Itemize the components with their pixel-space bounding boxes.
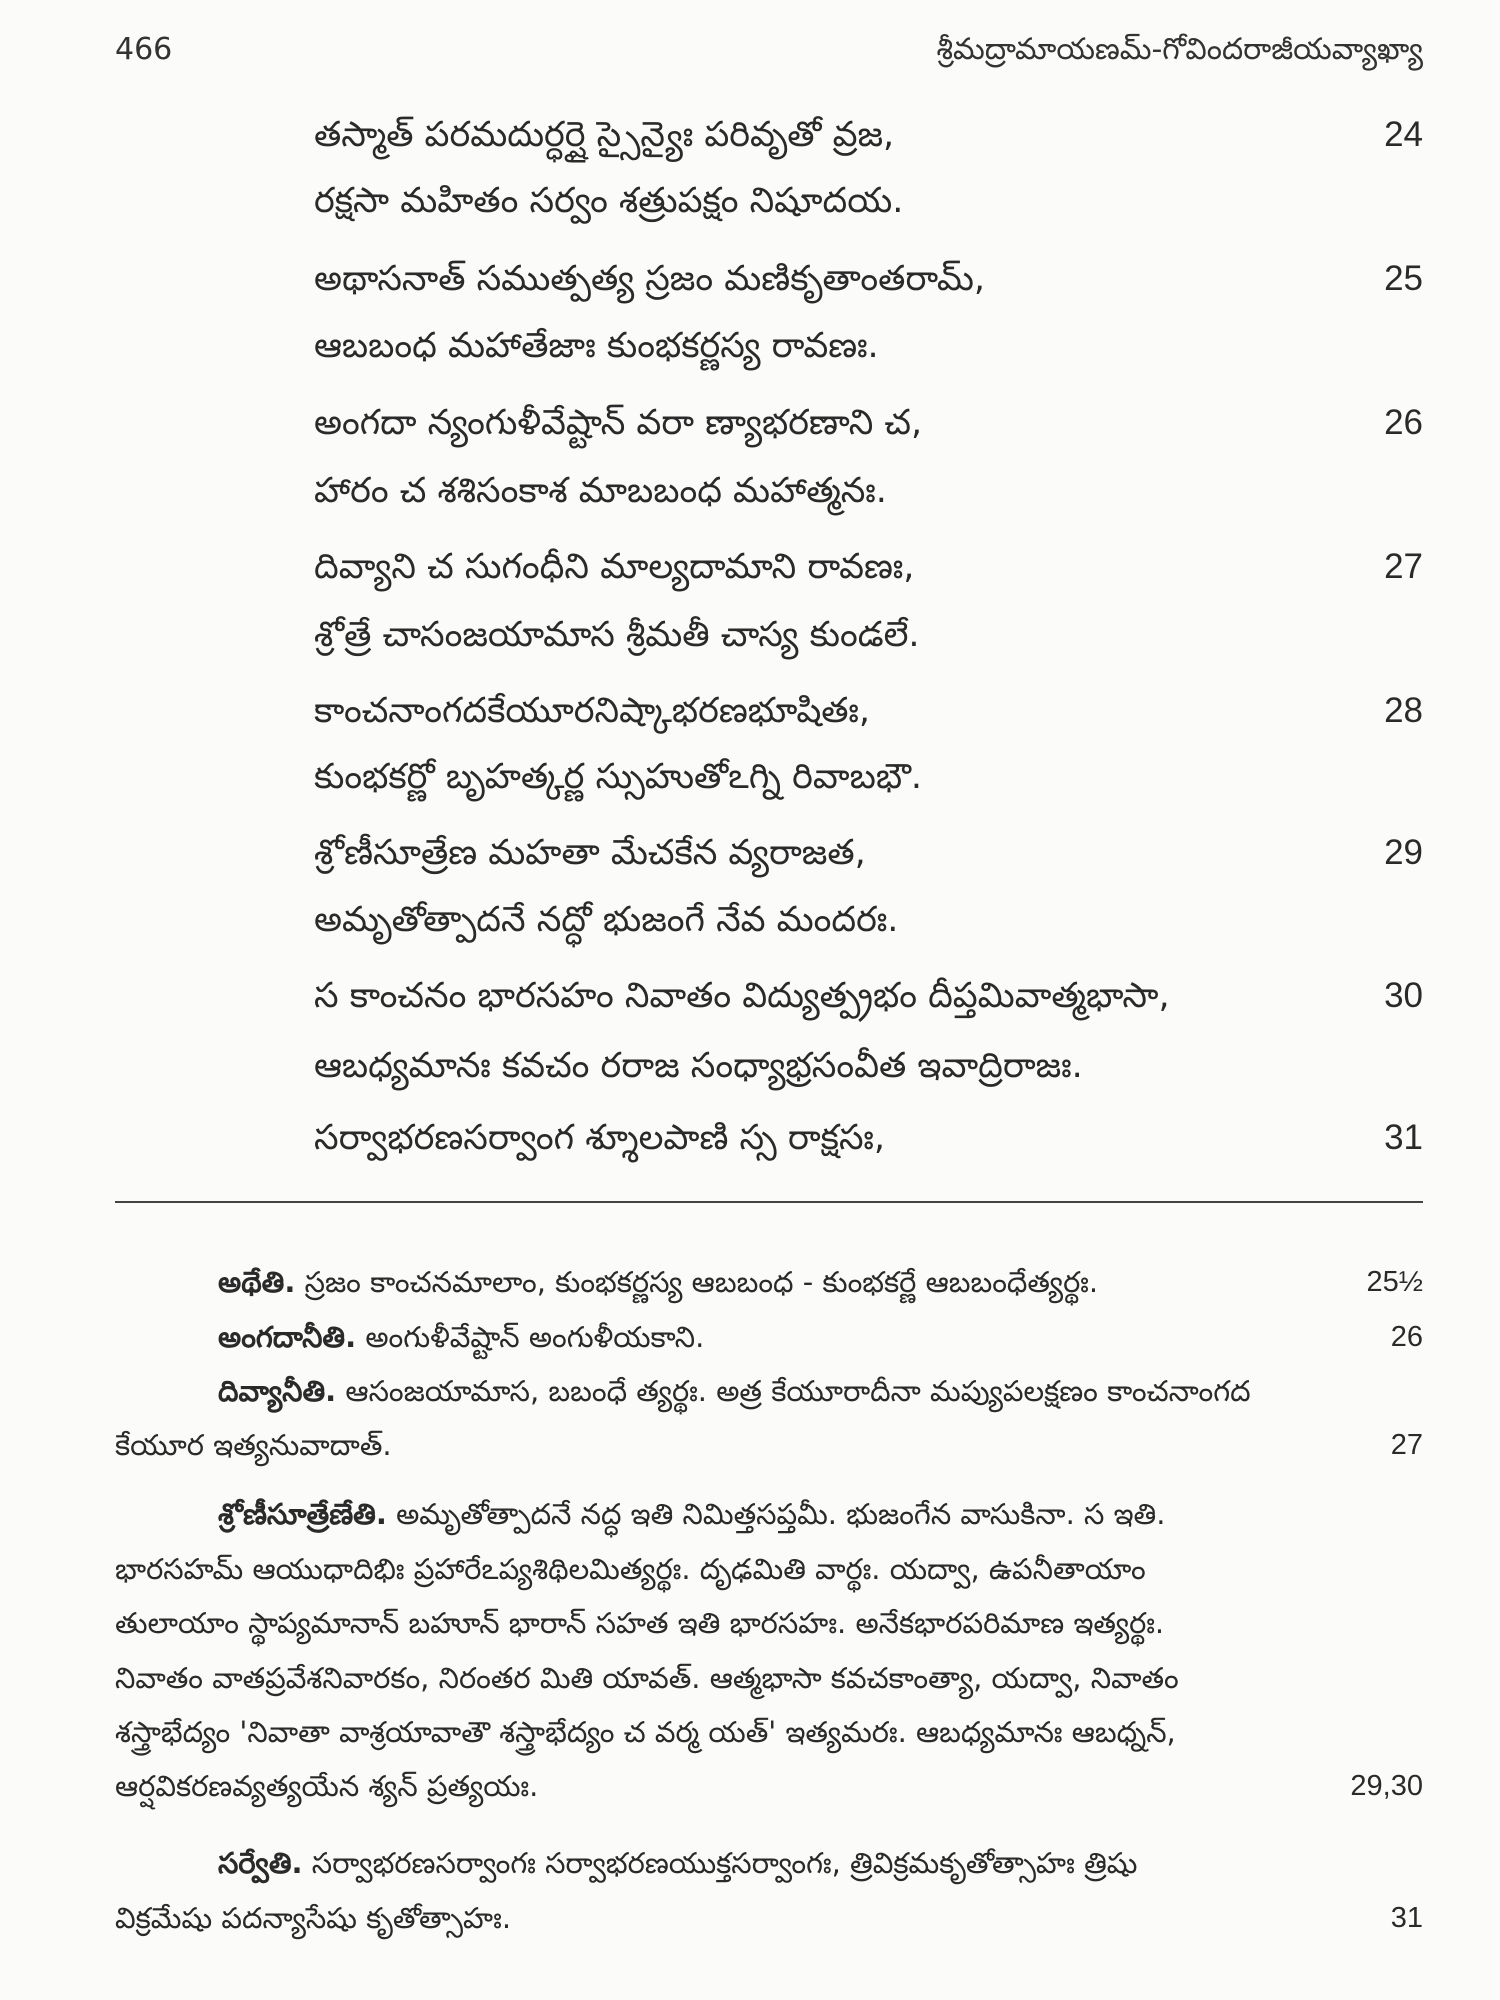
running-title: శ్రీమద్రామాయణమ్-గోవిందరాజీయవ్యాఖ్యా [936, 32, 1423, 67]
verse-number: 31 [1384, 1118, 1423, 1157]
commentary-text: అమృతోత్పాదనే నద్ధ ఇతి నిమిత్తసప్తమీ. భుజంగేన వాసుకినా. స ఇతి. [396, 1497, 1166, 1531]
divider-rule [115, 1201, 1423, 1203]
verse-number: 29 [1384, 833, 1423, 872]
verse-line: హారం చ శశిసంకాశ మాబబంధ మహాత్మనః. [314, 471, 887, 511]
verse-line: కాంచనాంగదకేయూరనిష్కాభరణభూషితః, [314, 691, 871, 731]
commentary-head: అథేతి. [218, 1265, 296, 1299]
verse-number: 30 [1384, 976, 1423, 1015]
page-number: 466 [115, 32, 173, 67]
commentary-head: సర్వేతి. [218, 1846, 303, 1880]
verse-line: అమృతోత్పాదనే నద్ధో భుజంగే నేవ మందరః. [314, 900, 899, 940]
verse-line: అథాసనాత్ సముత్పత్య స్రజం మణికృతాంతరామ్, [314, 259, 986, 299]
commentary-line: కేయూర ఇత్యనువాదాత్. [115, 1428, 392, 1462]
commentary-line: ఆర్షవికరణవ్యత్యయేన శ్యన్ ప్రత్యయః. [115, 1769, 539, 1803]
verse-reference-number: 31 [1390, 1902, 1423, 1934]
commentary-line: విక్రమేషు పదన్యాసేషు కృతోత్సాహః. [115, 1901, 512, 1935]
verse-reference-number: 27 [1390, 1429, 1423, 1461]
commentary-head: అంగదానీతి. [218, 1320, 357, 1354]
verse-line: రక్షసా మహితం సర్వం శత్రుపక్షం నిషూదయ. [314, 181, 904, 221]
commentary-text: సర్వాభరణసర్వాంగః సర్వాభరణయుక్తసర్వాంగః, త్రివిక్రమకృతోత్సాహః త్రిషు [311, 1846, 1138, 1880]
commentary-head: శ్రోణీసూత్రేణేతి. [218, 1497, 387, 1531]
verse-line: దివ్యాని చ సుగంధీని మాల్యదామాని రావణః, [314, 547, 915, 587]
verse-number: 26 [1384, 403, 1423, 442]
commentary-line [218, 1262, 1098, 1302]
commentary-line [218, 1371, 1251, 1411]
verse-line: తస్మాత్ పరమదుర్ధర్షై స్సైన్యైః పరివృతో వ్రజ, [314, 115, 895, 155]
commentary-text: స్రజం కాంచనమాలాం, కుంభకర్ణస్య ఆబబంధ - కుంభకర్ణే ఆబబంధేత్యర్థః. [304, 1265, 1099, 1299]
commentary-head: దివ్యానీతి. [218, 1374, 337, 1408]
commentary-text: అంగుళీవేష్టాన్ అంగుళీయకాని. [365, 1320, 705, 1354]
verse-line: ఆబబంధ మహాతేజాః కుంభకర్ణస్య రావణః. [314, 326, 879, 366]
verse-line: స కాంచనం భారసహం నివాతం విద్యుత్ప్రభం దీప్తమివాత్మభాసా, [314, 976, 1170, 1016]
verse-line: కుంభకర్ణో బృహత్కర్ణ స్సుహుతోఽగ్ని రివాబభౌ. [314, 757, 923, 797]
commentary-line: నివాతం వాతప్రవేశనివారకం, నిరంతర మితి యావత్. ఆత్మభాసా కవచకాంత్యా, యద్వా, నివాతం [115, 1661, 1179, 1695]
verse-line: అంగదా న్యంగుళీవేష్టాన్ వరా ణ్యాభరణాని చ, [314, 403, 923, 443]
commentary-line [218, 1494, 1165, 1534]
verse-reference-number: 29,30 [1350, 1770, 1423, 1802]
commentary-line: తులాయాం స్థాప్యమానాన్ బహూన్ భారాన్ సహత ఇతి భారసహః. అనేకభారపరిమాణ ఇత్యర్థః. [115, 1606, 1165, 1640]
commentary-line [218, 1843, 1137, 1883]
verse-line: శ్రోణీసూత్రేణ మహతా మేచకేన వ్యరాజత, [314, 833, 866, 873]
commentary-text: ఆసంజయామాస, బబంధే త్యర్థః. అత్ర కేయూరాదీనా మప్యుపలక్షణం కాంచనాంగద [345, 1374, 1251, 1408]
verse-reference-number: 26 [1390, 1321, 1423, 1353]
commentary-line: భారసహమ్ ఆయుధాదిభిః ప్రహారేఽప్యశిథిలమిత్యర్థః. దృఢమితి వార్థః. యద్వా, ఉపనీతాయాం [115, 1552, 1146, 1586]
verse-number: 28 [1384, 691, 1423, 730]
commentary-line [218, 1317, 704, 1357]
verse-line: సర్వాభరణసర్వాంగ శ్శూలపాణి స్స రాక్షసః, [314, 1118, 886, 1158]
verse-number: 27 [1384, 547, 1423, 586]
verse-line: ఆబధ్యమానః కవచం రరాజ సంధ్యాభ్రసంవీత ఇవాద్రిరాజః. [314, 1046, 1083, 1086]
verse-number: 24 [1384, 115, 1423, 154]
verse-number: 25 [1384, 259, 1423, 298]
verse-reference-number: 25½ [1366, 1266, 1423, 1298]
verse-line: శ్రోత్రే చాసంజయామాస శ్రీమతీ చాస్య కుండలే. [314, 615, 920, 655]
commentary-line: శస్త్రాభేద్యం 'నివాతా వాశ్రయావాతౌ శస్త్రాభేద్యం చ వర్మ యత్' ఇత్యమరః. ఆబధ్యమానః ఆబధ్నన్, [115, 1715, 1176, 1749]
